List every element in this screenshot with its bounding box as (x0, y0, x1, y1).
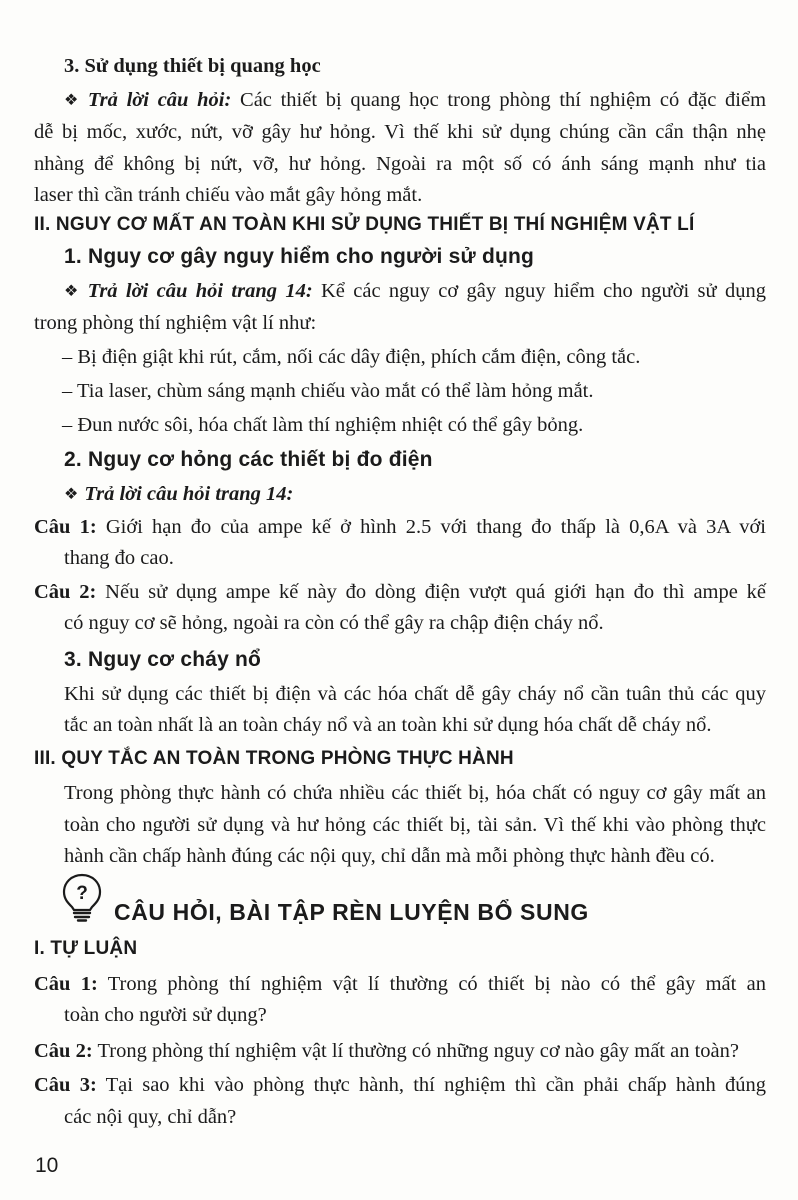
lightbulb-question-icon (60, 872, 104, 922)
question-label: Câu 1: (34, 516, 97, 538)
list-item: – Bị điện giật khi rút, cắm, nối các dây điện, phích cắm điện, công tắc. (62, 346, 641, 368)
question-line: có nguy cơ sẽ hỏng, ngoài ra còn có thể gây ra chập điện cháy nổ. (64, 612, 604, 634)
question-line: Câu 2: Nếu sử dụng ampe kế này đo dòng điện vượt quá giới hạn đo thì ampe kế (34, 581, 766, 603)
list-item: – Đun nước sôi, hóa chất làm thí nghiệm nhiệt có thể gây bỏng. (62, 414, 584, 436)
subsection-heading: 2. Nguy cơ hỏng các thiết bị đo điện (64, 448, 433, 471)
diamond-bullet-icon: ❖ (64, 92, 82, 109)
question-label: Câu 2: (34, 581, 97, 603)
svg-text:?: ? (76, 883, 88, 904)
part-heading: II. NGUY CƠ MẤT AN TOÀN KHI SỬ DỤNG THIẾT BỊ THÍ NGHIỆM VẬT LÍ (34, 214, 695, 235)
question-label: Câu 2: (34, 1040, 93, 1062)
question-line: Câu 1: Trong phòng thí nghiệm vật lí thường có thiết bị nào có thể gây mất an (34, 973, 766, 995)
part-heading: I. TỰ LUẬN (34, 938, 138, 959)
answer-paragraph-line: ❖ Trả lời câu hỏi trang 14: Kể các nguy cơ gây nguy hiểm cho người sử dụng (64, 280, 766, 302)
supplementary-heading: CÂU HỎI, BÀI TẬP RÈN LUYỆN BỔ SUNG (114, 899, 589, 925)
question-label: Câu 3: (34, 1074, 97, 1096)
paragraph-line: Khi sử dụng các thiết bị điện và các hóa chất dễ gây cháy nổ cần tuân thủ các quy (64, 683, 766, 705)
question-line: thang đo cao. (64, 547, 174, 569)
question-line: Câu 1: Giới hạn đo của ampe kế ở hình 2.5 với thang đo thấp là 0,6A và 3A với (34, 516, 766, 538)
answer-label-line (64, 482, 293, 508)
section-heading: 3. Sử dụng thiết bị quang học (64, 55, 321, 77)
answer-label: Trả lời câu hỏi: (87, 89, 232, 111)
question-line: toàn cho người sử dụng? (64, 1004, 267, 1026)
answer-paragraph-line: ❖ Trả lời câu hỏi: Các thiết bị quang học trong phòng thí nghiệm có đặc điểm (64, 89, 767, 111)
page-number: 10 (35, 1154, 59, 1177)
question-line: Câu 2: Trong phòng thí nghiệm vật lí thường có những nguy cơ nào gây mất an toàn? (34, 1040, 739, 1062)
list-item: – Tia laser, chùm sáng mạnh chiếu vào mắt có thể làm hỏng mắt. (62, 380, 594, 402)
question-line: Câu 3: Tại sao khi vào phòng thực hành, thí nghiệm thì cần phải chấp hành đúng (34, 1074, 766, 1096)
diamond-bullet-icon: ❖ (64, 486, 79, 503)
question-line: các nội quy, chỉ dẫn? (64, 1106, 237, 1128)
paragraph-line: dễ bị mốc, xước, nứt, vỡ gây hư hỏng. Vì thế khi sử dụng chúng cần cẩn thận nhẹ (34, 121, 766, 143)
paragraph-line: toàn cho người sử dụng và hư hỏng các thiết bị, tài sản. Vì thế khi vào phòng thực (64, 814, 766, 836)
question-label: Câu 1: (34, 973, 98, 995)
answer-label: Trả lời câu hỏi trang 14: (84, 483, 294, 505)
paragraph-line: nhàng để không bị nứt, vỡ, hư hỏng. Ngoài ra một số có ánh sáng mạnh như tia (34, 153, 766, 175)
paragraph-line: hành cần chấp hành đúng các nội quy, chỉ dẫn mà mỗi phòng thực hành đều có. (64, 845, 715, 867)
paragraph-line: laser thì cần tránh chiếu vào mắt gây hỏng mắt. (34, 184, 423, 206)
paragraph-line: Trong phòng thực hành có chứa nhiều các thiết bị, hóa chất có nguy cơ gây mất an (64, 782, 766, 804)
diamond-bullet-icon: ❖ (64, 283, 82, 300)
answer-label: Trả lời câu hỏi trang 14: (87, 280, 313, 302)
paragraph-line: trong phòng thí nghiệm vật lí như: (34, 312, 317, 334)
subsection-heading: 1. Nguy cơ gây nguy hiểm cho người sử dụng (64, 245, 535, 268)
paragraph-line: tắc an toàn nhất là an toàn cháy nổ và an toàn khi sử dụng hóa chất dễ cháy nổ. (64, 714, 712, 736)
part-heading: III. QUY TẮC AN TOÀN TRONG PHÒNG THỰC HÀNH (34, 748, 514, 769)
subsection-heading: 3. Nguy cơ cháy nổ (64, 648, 262, 671)
